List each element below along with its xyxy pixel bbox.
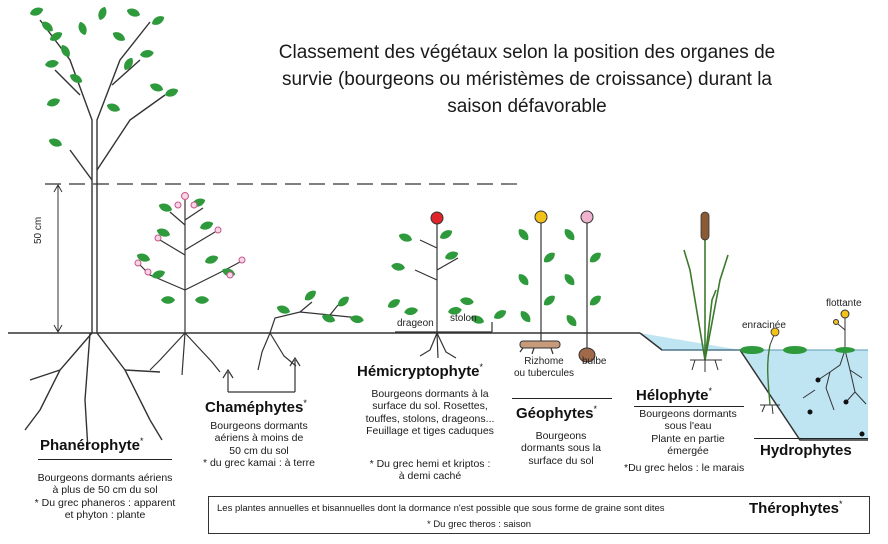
therophytes-sentence: Les plantes annuelles et bisannuelles dont la dormance n'est possible que sous forme de graine sont dites: [217, 503, 665, 514]
label-flottante: flottante: [826, 298, 862, 309]
height-marker-label: 50 cm: [33, 216, 44, 244]
chamephytes-description: Bourgeons dormants aériens à moins de 50 cm du sol * du grec kamai : à terre: [202, 420, 316, 470]
title-line-2: survie (bourgeons ou méristèmes de croissance) durant la: [281, 68, 772, 90]
chamephytes-title: Chaméphytes*: [205, 398, 307, 416]
hemicryptophyte-description: Bourgeons dormants à la surface du sol. Rosettes, touffes, stolons, drageons... Feuillage et tiges caduques: [365, 388, 495, 438]
label-bulbe: bulbe: [582, 356, 607, 367]
title-line-1: Classement des végétaux selon la position des organes de: [278, 42, 776, 63]
pointer-arrows: [223, 358, 300, 392]
shrub-chamephyte: [140, 200, 360, 375]
phanerophyte-underline: [38, 459, 172, 460]
tree-phanerophyte: [25, 20, 165, 450]
shrub-leaves: [136, 197, 365, 325]
helo-roots: [690, 360, 722, 372]
title-line-3: saison défavorable: [447, 95, 607, 117]
cattail: [701, 212, 709, 240]
floating-leaf: [835, 347, 855, 353]
plant-geophytes: [520, 222, 587, 354]
helophyte-note: *Du grec helos : le marais: [624, 462, 745, 474]
phanerophyte-title: Phanérophyte*: [40, 436, 144, 454]
geo-leaves: [516, 227, 603, 329]
geophytes-overline: [512, 398, 612, 399]
phanerophyte-description: Bourgeons dormants aériens à plus de 50 cm du sol * Du grec phaneros : apparent et phyton : plante: [34, 472, 176, 522]
hemicryptophyte-title: Hémicryptophyte*: [357, 362, 484, 380]
helophyte-description: Bourgeons dormants sous l'eau Plante en partie émergée: [639, 408, 737, 458]
therophytes-note: * Du grec theros : saison: [426, 519, 532, 530]
flower-pink: [581, 211, 593, 223]
shrub-buds: [135, 193, 245, 279]
flower-yellow: [535, 211, 547, 223]
hemicryptophyte-note: * Du grec hemi et kriptos : à demi caché: [369, 458, 491, 483]
hydrophytes-overline: [754, 438, 868, 439]
plant-hemicryptophyte: [395, 222, 492, 358]
label-enracinee: enracinée: [742, 320, 786, 331]
label-stolon: stolon: [450, 313, 477, 324]
helophyte-underline: [634, 406, 744, 407]
geophytes-description: Bourgeons dormants sous la surface du sol: [521, 430, 601, 467]
hydrophytes-title: Hydrophytes: [760, 442, 852, 459]
diagram-title: [232, 40, 822, 121]
geophytes-title: Géophytes*: [516, 404, 598, 422]
helophyte-title: Hélophyte*: [636, 386, 713, 404]
rhizome: [520, 341, 560, 348]
tree-leaves: [29, 6, 180, 149]
therophytes-box: [208, 496, 870, 534]
flower-red: [431, 212, 443, 224]
label-rhizome: Rizhome ou tubercules: [513, 356, 575, 379]
therophytes-title: Thérophytes*: [749, 499, 843, 517]
hemi-leaves: [386, 228, 508, 326]
label-drageon: drageon: [397, 318, 434, 329]
